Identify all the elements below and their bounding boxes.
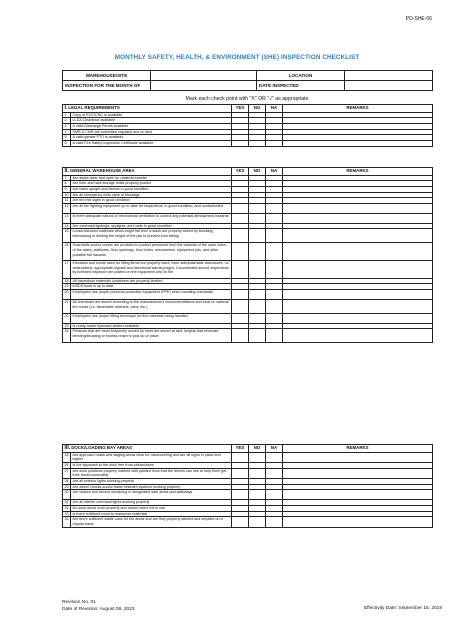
effectivity-date: Effectivity Date: September 15, 2019 bbox=[363, 606, 442, 611]
check-cell-no[interactable] bbox=[249, 260, 266, 278]
item-text: MSDS book is up to date bbox=[71, 284, 232, 290]
item-text: Are all exterior lights working properly bbox=[71, 479, 232, 485]
check-cell-na[interactable] bbox=[266, 204, 283, 214]
check-cell-no[interactable] bbox=[249, 141, 266, 147]
column-header-no: NO bbox=[249, 168, 266, 176]
column-header-na: NA bbox=[266, 105, 283, 113]
remarks-cell[interactable] bbox=[283, 299, 433, 313]
item-text: A valid genset PTO is available bbox=[71, 135, 232, 141]
page-title: MONTHLY SAFETY, HEALTH, & ENVIRONMENT (SHE) INSPECTION CHECKLIST bbox=[114, 54, 360, 61]
item-text: Are racks upright and beams in good condition bbox=[71, 186, 232, 192]
item-text: Products that are most frequently moved by hand are stored at rack heights that minimize bending/stooping or excess reach to pick up or place bbox=[71, 329, 232, 343]
checklist-row bbox=[63, 229, 433, 243]
item-text: Loose/unboxed materials which might fall from a stack are properly stored by blocking, interlocking or limiting the height of the pile to prevent from falling bbox=[71, 229, 232, 243]
checklist-row bbox=[63, 290, 433, 300]
check-cell-yes[interactable] bbox=[232, 243, 249, 261]
item-text: LLDA Clearance available bbox=[71, 118, 232, 124]
item-number: 18 bbox=[64, 278, 69, 283]
checklist-row bbox=[63, 313, 433, 323]
item-number: 28 bbox=[64, 479, 69, 484]
checklist-row bbox=[63, 517, 433, 527]
item-text: Are visitors and drivers remaining in designated safe areas and walkways bbox=[71, 490, 232, 500]
column-header-yes: YES bbox=[232, 105, 249, 113]
check-cell-no[interactable] bbox=[249, 452, 266, 462]
item-number: 22 bbox=[63, 313, 71, 323]
item-number: 16 bbox=[63, 243, 71, 261]
check-cell-na[interactable] bbox=[266, 243, 283, 261]
item-number: 6 bbox=[63, 141, 71, 147]
column-header-yes: YES bbox=[232, 168, 249, 176]
check-cell-no[interactable] bbox=[249, 213, 266, 223]
item-number: 33 bbox=[64, 511, 69, 516]
section-heading bbox=[63, 105, 232, 113]
item-number: 1 bbox=[63, 112, 71, 118]
remarks-cell[interactable] bbox=[283, 329, 433, 343]
column-header-no: NO bbox=[249, 445, 266, 453]
remarks-cell[interactable] bbox=[283, 260, 433, 278]
item-number: 15 bbox=[63, 229, 71, 243]
check-cell-no[interactable] bbox=[249, 290, 266, 300]
instruction-text: Mark each check point with "X" OR "√" as appropriate bbox=[185, 96, 309, 102]
check-cell-no[interactable] bbox=[249, 313, 266, 323]
remarks-cell[interactable] bbox=[283, 243, 433, 261]
item-text: All hazardous materials containers are properly labeled bbox=[71, 278, 232, 284]
check-cell-na[interactable] bbox=[266, 468, 283, 478]
check-cell-na[interactable] bbox=[266, 517, 283, 527]
item-number: 11 bbox=[63, 198, 71, 204]
check-cell-yes[interactable] bbox=[232, 229, 249, 243]
check-cell-na[interactable] bbox=[266, 260, 283, 278]
item-number: 20 bbox=[63, 290, 71, 300]
check-cell-na[interactable] bbox=[266, 452, 283, 462]
item-number: 9 bbox=[63, 186, 71, 192]
checklist-row bbox=[63, 329, 433, 343]
check-cell-no[interactable] bbox=[249, 468, 266, 478]
section-title: DOCK/LOADING BAY AREAS bbox=[71, 444, 133, 450]
item-number: 25 bbox=[63, 452, 71, 462]
item-number: 31 bbox=[64, 500, 69, 505]
check-cell-na[interactable] bbox=[266, 290, 283, 300]
item-number: 12 bbox=[63, 204, 71, 214]
remarks-cell[interactable] bbox=[283, 290, 433, 300]
check-cell-na[interactable] bbox=[266, 299, 283, 313]
location-label: LOCATION bbox=[257, 71, 345, 81]
check-cell-no[interactable] bbox=[249, 517, 266, 527]
warehouse-label: WAREHOUSE/SITE bbox=[63, 71, 151, 81]
checklist-row bbox=[63, 243, 433, 261]
item-text: Are the exit signs in good condition bbox=[71, 198, 232, 204]
check-cell-yes[interactable] bbox=[232, 204, 249, 214]
section-title: GENERAL WAREHOUSE AREA bbox=[69, 167, 135, 173]
check-cell-na[interactable] bbox=[266, 329, 283, 343]
column-header-no: NO bbox=[249, 105, 266, 113]
item-number: 5 bbox=[63, 135, 71, 141]
check-cell-yes[interactable] bbox=[232, 213, 249, 223]
section-heading bbox=[63, 445, 232, 453]
item-text: Is there sufficient room to maneuver materials bbox=[71, 511, 232, 517]
remarks-cell[interactable] bbox=[283, 141, 433, 147]
date-field[interactable] bbox=[345, 81, 433, 91]
item-number: 24 bbox=[63, 329, 71, 343]
month-field[interactable] bbox=[151, 81, 257, 91]
checklist-section-table bbox=[62, 104, 433, 147]
checklist-section-table bbox=[62, 167, 433, 343]
item-text: A valid Discharge Permit available bbox=[71, 123, 232, 129]
check-cell-no[interactable] bbox=[249, 329, 266, 343]
item-number: 19 bbox=[64, 284, 69, 289]
column-header-remarks: REMARKS bbox=[283, 105, 433, 113]
item-number: 13 bbox=[63, 213, 71, 223]
item-text: Are there sufficient waste cans for the areas and are they properly labeled and emptied on a regular basis bbox=[71, 517, 232, 527]
column-header-na: NA bbox=[266, 445, 283, 453]
item-text: Are all interior overhead lights working properly bbox=[71, 500, 232, 506]
item-number: 8 bbox=[63, 181, 71, 187]
section-numeral: II. bbox=[64, 167, 69, 174]
check-cell-na[interactable] bbox=[266, 229, 283, 243]
check-cell-yes[interactable] bbox=[232, 329, 249, 343]
item-number: 27 bbox=[63, 468, 71, 478]
check-cell-yes[interactable] bbox=[232, 290, 249, 300]
remarks-cell[interactable] bbox=[283, 229, 433, 243]
remarks-cell[interactable] bbox=[283, 204, 433, 214]
check-cell-na[interactable] bbox=[266, 490, 283, 500]
checklist-row bbox=[63, 213, 433, 223]
check-cell-no[interactable] bbox=[249, 299, 266, 313]
checklist-row bbox=[63, 452, 433, 462]
checklist-row bbox=[63, 260, 433, 278]
check-cell-no[interactable] bbox=[249, 243, 266, 261]
check-cell-yes[interactable] bbox=[232, 490, 249, 500]
item-text: Are approach roads and staging areas clear for maneuvering and are all signs in place and legible bbox=[71, 452, 232, 462]
section-numeral: I. bbox=[64, 104, 68, 111]
item-text: SMR & CMR are submitted regularly and on time bbox=[71, 129, 232, 135]
check-cell-yes[interactable] bbox=[232, 468, 249, 478]
item-text: Are floor and rack storage limits properly posted bbox=[71, 181, 232, 187]
item-text: Is the approach to the dock free from obstructions bbox=[71, 462, 232, 468]
check-cell-yes[interactable] bbox=[232, 313, 249, 323]
check-cell-yes[interactable] bbox=[232, 260, 249, 278]
item-text: Are wheel chocks and/or trailer restraint systems working properly bbox=[71, 484, 232, 490]
remarks-cell[interactable] bbox=[283, 213, 433, 223]
item-number: 17 bbox=[63, 260, 71, 278]
check-cell-na[interactable] bbox=[266, 313, 283, 323]
check-cell-no[interactable] bbox=[249, 490, 266, 500]
checklist-row bbox=[63, 141, 433, 147]
inspection-header-table bbox=[62, 70, 433, 91]
checklist-row bbox=[63, 468, 433, 478]
item-text: Employees use proper lifting technique for the materials being handled bbox=[71, 313, 232, 323]
item-number: 26 bbox=[64, 462, 69, 467]
item-text: Do dock doors work properly and closed when not in use bbox=[71, 505, 232, 511]
item-text: Are overhead lightings, skylights, and roofs in good condition bbox=[71, 223, 232, 229]
checklist-row bbox=[63, 204, 433, 214]
column-header-remarks: REMARKS bbox=[283, 168, 433, 176]
remarks-cell[interactable] bbox=[283, 490, 433, 500]
column-header-na: NA bbox=[266, 168, 283, 176]
remarks-cell[interactable] bbox=[283, 468, 433, 478]
location-field[interactable] bbox=[345, 71, 433, 81]
item-number: 29 bbox=[64, 484, 69, 489]
revision-date: Date of Revision: August 08, 2023 bbox=[62, 607, 135, 612]
check-cell-na[interactable] bbox=[266, 213, 283, 223]
item-number: 14 bbox=[64, 223, 69, 228]
checklist-section-table bbox=[62, 444, 433, 528]
column-header-remarks: REMARKS bbox=[283, 445, 433, 453]
item-text: Are dock positions properly marked with painted lines that the drivers can see to help them get their trucks accurately bbox=[71, 468, 232, 478]
item-number: 23 bbox=[64, 323, 69, 328]
item-text: Is there adequate natural or mechanical ventilation to control any potential atmospheric hazards bbox=[71, 213, 232, 223]
item-text: A valid Fire Safety Inspection Certificate available bbox=[71, 141, 232, 147]
item-number: 3 bbox=[63, 123, 71, 129]
remarks-cell[interactable] bbox=[283, 313, 433, 323]
check-cell-no[interactable] bbox=[249, 204, 266, 214]
checklist-row bbox=[63, 490, 433, 500]
checklist-row bbox=[63, 299, 433, 313]
item-text: Guardrails and/or covers are provided to protect personnel from the hazards of the open sides of the stairs, platforms, floor openings, floor holes, mezzanines, equipment pits, and other possible fall hazards bbox=[71, 243, 232, 261]
item-number: 4 bbox=[63, 129, 71, 135]
section-numeral: III. bbox=[64, 444, 71, 451]
item-text: Copy of ECC/CNC is available bbox=[71, 112, 232, 118]
section-title: LEGAL REQUIREMENTS bbox=[68, 104, 120, 110]
warehouse-field[interactable] bbox=[151, 71, 257, 81]
check-cell-no[interactable] bbox=[249, 229, 266, 243]
footer-revision-block bbox=[62, 599, 135, 613]
column-header-yes: YES bbox=[232, 445, 249, 453]
item-number: 7 bbox=[63, 175, 71, 181]
check-cell-yes[interactable] bbox=[232, 141, 249, 147]
remarks-cell[interactable] bbox=[283, 517, 433, 527]
item-text: All chemicals are stored according to the manufacturer's recommendations and local or national fire codes (i.e. flammable cabinets, cans, etc.) bbox=[71, 299, 232, 313]
item-number: 10 bbox=[64, 192, 69, 197]
remarks-cell[interactable] bbox=[283, 452, 433, 462]
month-label: INSPECTION FOR THE MONTH OF bbox=[63, 81, 151, 91]
check-cell-yes[interactable] bbox=[232, 299, 249, 313]
check-cell-yes[interactable] bbox=[232, 452, 249, 462]
date-label: DATE INSPECTED bbox=[257, 81, 345, 91]
check-cell-na[interactable] bbox=[266, 141, 283, 147]
item-number: 21 bbox=[63, 299, 71, 313]
item-text: Employees use proper personal protective equipment (PPE) when handling chemicals bbox=[71, 290, 232, 300]
item-text: Are all emergency exits clear of blockage bbox=[71, 192, 232, 198]
document-code: PO-SHE-06 bbox=[405, 16, 432, 22]
revision-number: Revision No. 01 bbox=[62, 600, 96, 605]
item-text: Is ready-made eyewash station available bbox=[71, 323, 232, 329]
item-number: 32 bbox=[64, 505, 69, 510]
item-text: Are all fire fighting equipment up to date for inspections, in good condition, and unobstructed bbox=[71, 204, 232, 214]
item-number: 34 bbox=[63, 517, 71, 527]
item-number: 30 bbox=[63, 490, 71, 500]
section-heading bbox=[63, 168, 232, 176]
item-text: Elevators and hoists used for lifting items are properly used, have adequate/safe clearances, no obstructions, appropriate signals and directional warning signs. Documented annual inspections by licensed inspector are posted on the equipment and on file bbox=[71, 260, 232, 278]
check-cell-yes[interactable] bbox=[232, 517, 249, 527]
item-number: 2 bbox=[63, 118, 71, 124]
item-text: Are aisles clear and open for material transfer bbox=[71, 175, 232, 181]
